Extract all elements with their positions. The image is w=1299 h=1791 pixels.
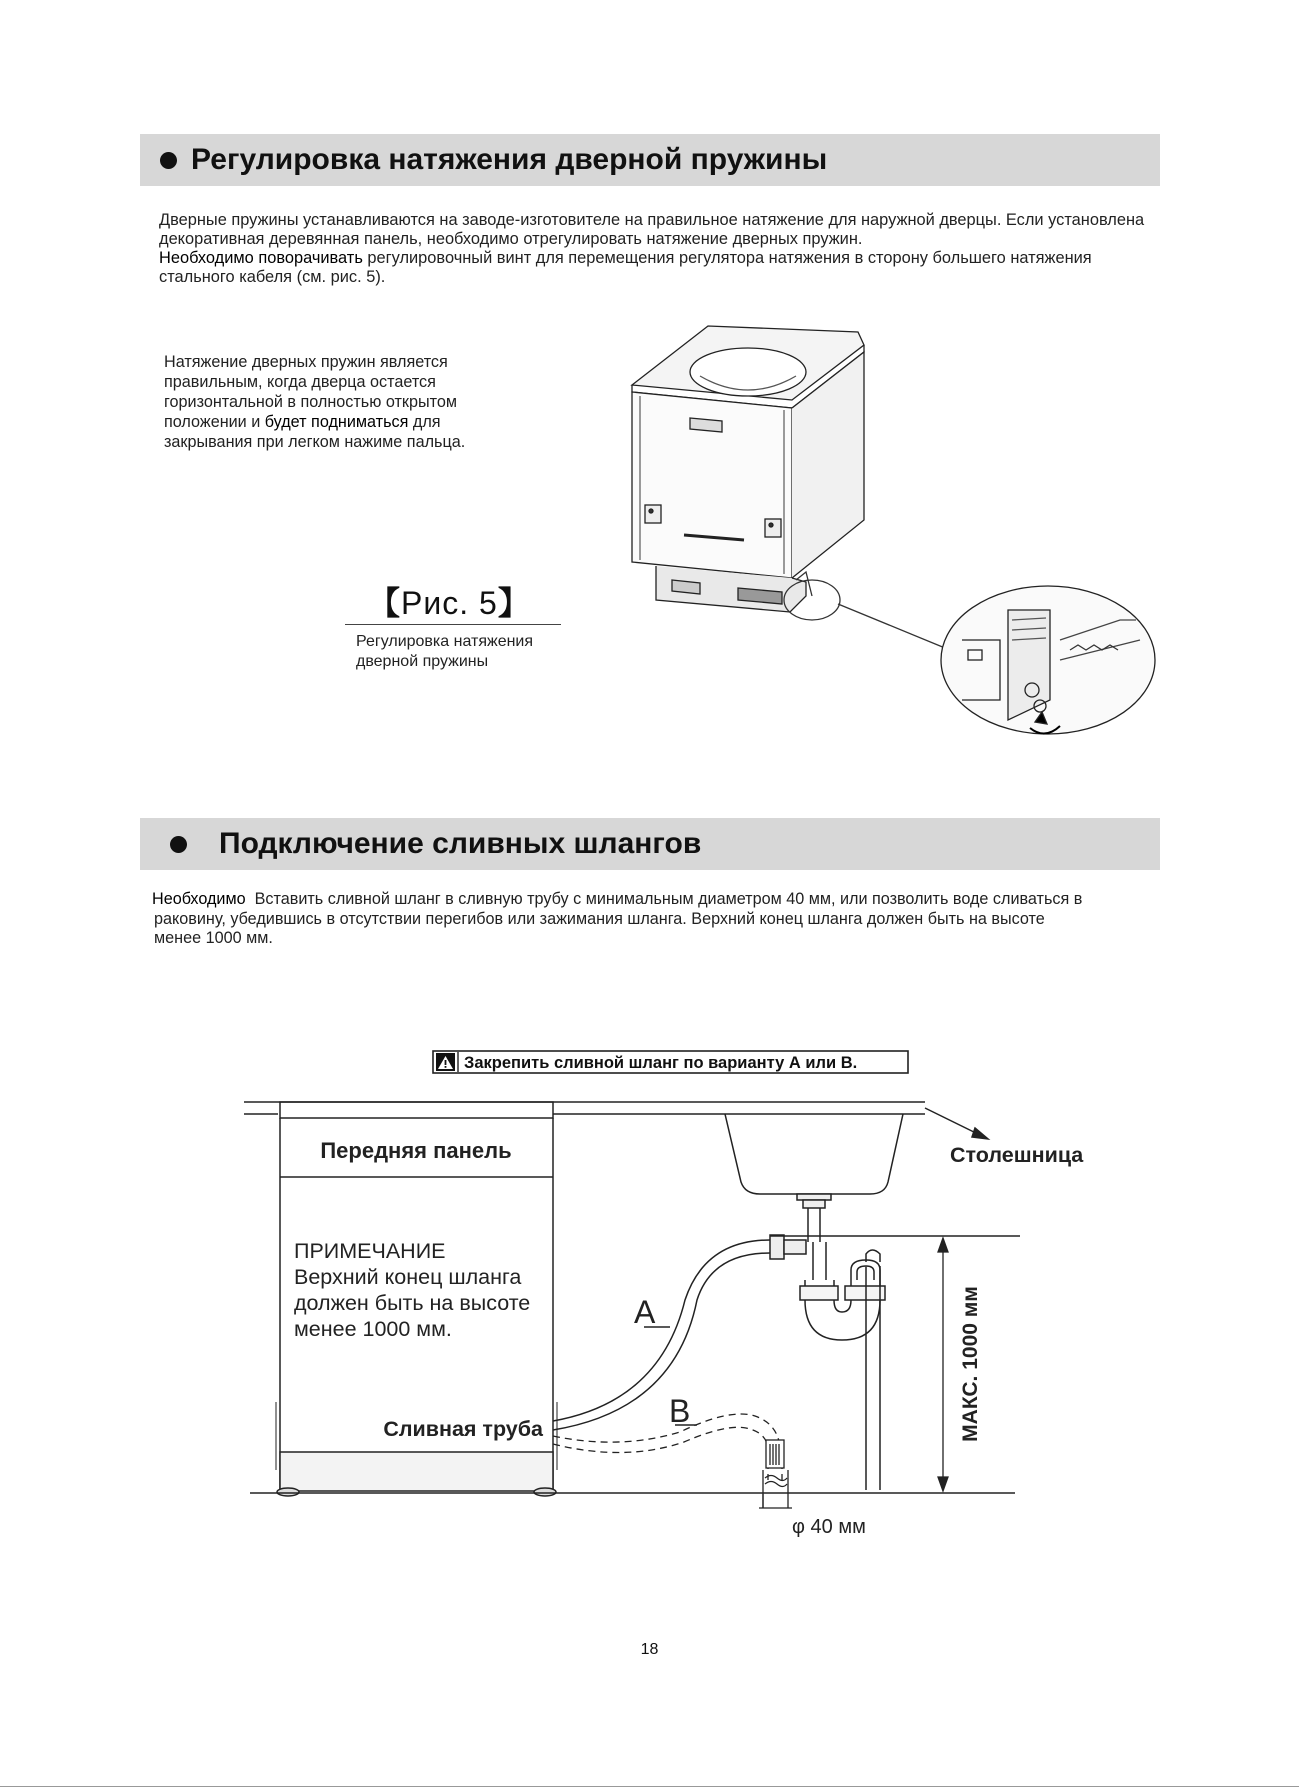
warning-text: Закрепить сливной шланг по варианту А или В. bbox=[464, 1054, 858, 1072]
warning-triangle-icon bbox=[436, 1053, 455, 1071]
paragraph-text: менее 1000 мм. bbox=[154, 929, 273, 947]
option-b-label: B bbox=[669, 1393, 691, 1429]
paragraph-text: Дверные пружины устанавливаются на заводе-изготовителе на правильное натяжение для наружной дверцы. Если установлена декоративная деревянная панель, необходимо отрегулировать натяжение дверных пружин. bbox=[159, 211, 1145, 248]
footer-divider bbox=[0, 1786, 1299, 1787]
section-title: Регулировка натяжения дверной пружины bbox=[191, 143, 828, 176]
spring-detail-zoom bbox=[941, 586, 1155, 734]
figure-number: Рис. 5 bbox=[401, 585, 498, 621]
standpipe bbox=[759, 1440, 792, 1508]
bracket-open: 【 bbox=[368, 585, 402, 621]
front-panel-label: Передняя панель bbox=[320, 1138, 512, 1163]
sink-siphon bbox=[800, 1242, 885, 1490]
note-title: ПРИМЕЧАНИЕ bbox=[294, 1239, 446, 1263]
note-line: должен быть на высоте bbox=[294, 1291, 531, 1315]
emphasis-text: будет подниматься bbox=[264, 413, 409, 431]
emphasis-text: Необходимо поворачивать bbox=[159, 249, 363, 267]
paragraph-text: Вставить сливной шланг в сливную трубу с минимальным диаметром 40 мм, или позволить воде сливаться в bbox=[254, 890, 1083, 908]
bracket-close: 】 bbox=[497, 585, 531, 621]
paragraph-text: раковину, убедившись в отсутствии перегибов или зажимания шланга. Верхний конец шланга должен быть на высоте bbox=[154, 909, 1045, 928]
diameter-label: φ 40 мм bbox=[792, 1516, 866, 1538]
drain-pipe-label: Сливная труба bbox=[383, 1417, 543, 1441]
section-title: Подключение сливных шлангов bbox=[219, 827, 702, 860]
max-height-label: МАКС. 1000 мм bbox=[959, 1286, 982, 1442]
drain-diagram bbox=[244, 1051, 1084, 1538]
option-a-label: A bbox=[634, 1294, 656, 1330]
page-number: 18 bbox=[640, 1641, 659, 1658]
note-text: для закрывания при легком нажиме пальца. bbox=[164, 413, 466, 451]
note-line: Верхний конец шланга bbox=[294, 1265, 522, 1289]
sink bbox=[725, 1114, 903, 1242]
note-text: Натяжение дверных пружин является правильным, когда дверца остается горизонтальной в полностью открытом положении и bbox=[164, 353, 457, 431]
hose-b bbox=[553, 1414, 782, 1480]
dishwasher-illustration bbox=[632, 326, 945, 648]
countertop-label: Столешница bbox=[950, 1143, 1084, 1167]
emphasis-text: Необходимо bbox=[152, 890, 246, 908]
note-line: менее 1000 мм. bbox=[294, 1317, 452, 1341]
paragraph-text: регулировочный винт для перемещения регулятора натяжения в сторону большего натяжения стального кабеля (см. рис. 5). bbox=[159, 249, 1092, 286]
figure-caption: Регулировка натяжения дверной пружины bbox=[356, 633, 534, 670]
height-dimension bbox=[938, 1238, 948, 1491]
